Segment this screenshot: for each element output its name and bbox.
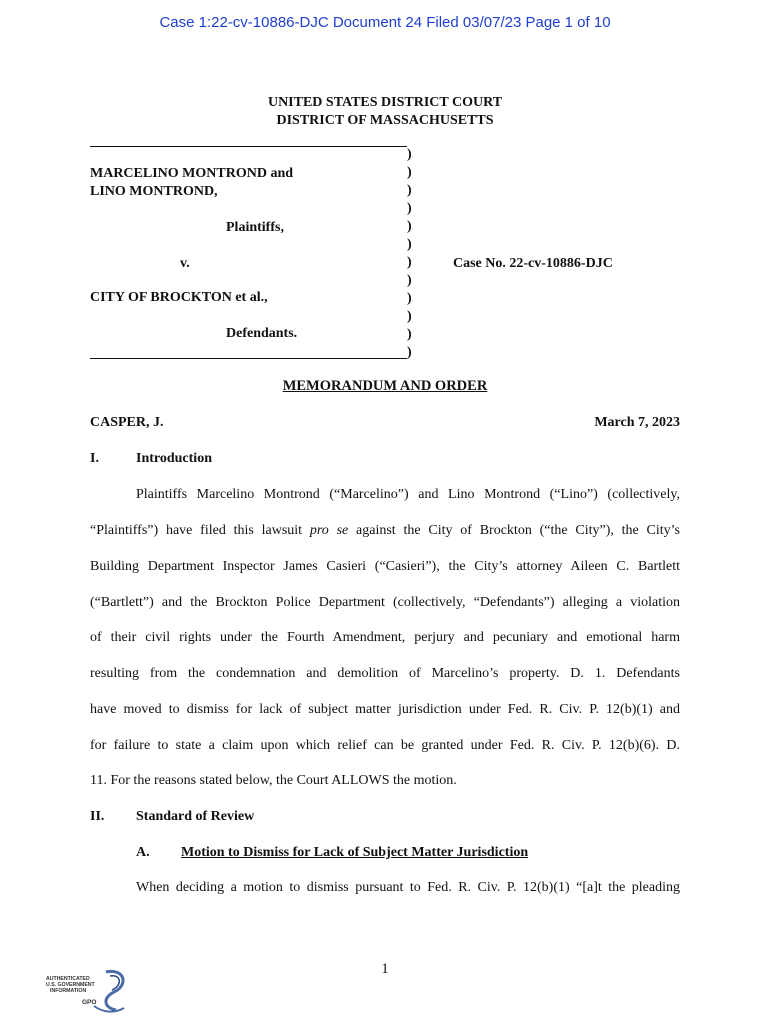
intro-line-8: for failure to state a claim upon which relief can be granted under Fed. R. Civ. P. 12(b)(6). D. — [90, 738, 680, 753]
intro-line-1: Plaintiffs Marcelino Montrond (“Marcelino”) and Lino Montrond (“Lino”) (collectively, — [136, 487, 680, 502]
plaintiff-name-line2: LINO MONTROND, — [90, 184, 218, 199]
court-heading — [0, 94, 770, 130]
subsection-a-number: A. — [136, 845, 150, 860]
defendant-name: CITY OF BROCKTON et al., — [90, 290, 268, 305]
order-date: March 7, 2023 — [594, 415, 680, 430]
defendants-label: Defendants. — [226, 326, 298, 341]
section-2-heading: Standard of Review — [136, 809, 255, 824]
intro-line-3: Building Department Inspector James Casieri (“Casieri”), the City’s attorney Aileen C. Bartlett — [90, 559, 680, 574]
section-1-number: I. — [90, 451, 99, 466]
versus-label: v. — [180, 256, 190, 271]
intro-line-2: “Plaintiffs”) have filed this lawsuit pro se against the City of Brockton (“the City”), the City’s — [90, 523, 681, 538]
svg-text:INFORMATION: INFORMATION — [50, 988, 87, 994]
court-district: DISTRICT OF MASSACHUSETTS — [276, 113, 494, 128]
svg-text:U.S. GOVERNMENT: U.S. GOVERNMENT — [46, 982, 95, 988]
standard-line-1: When deciding a motion to dismiss pursuant to Fed. R. Civ. P. 12(b)(1) “[a]t the pleading — [136, 880, 680, 895]
subsection-a-heading: Motion to Dismiss for Lack of Subject Matter Jurisdiction — [181, 845, 529, 860]
gpo-authenticated-logo — [44, 966, 134, 1016]
intro-line-6: resulting from the condemnation and demolition of Marcelino’s property. D. 1. Defendants — [90, 666, 680, 681]
intro-line-5: of their civil rights under the Fourth Amendment, perjury and pecuniary and emotional harm — [90, 630, 680, 645]
caption-bottom-rule — [90, 358, 407, 359]
svg-text:AUTHENTICATED: AUTHENTICATED — [46, 976, 90, 982]
page-number: 1 — [381, 961, 389, 977]
plaintiffs-label: Plaintiffs, — [226, 220, 284, 235]
intro-line-4: (“Bartlett”) and the Brockton Police Department (collectively, “Defendants”) alleging a violation — [90, 595, 680, 610]
judge-name: CASPER, J. — [90, 415, 164, 430]
caption-parentheses: ) ) ) ) ) ) ) ) ) ) ) ) — [407, 147, 412, 360]
section-2-number: II. — [90, 809, 105, 824]
court-name: UNITED STATES DISTRICT COURT — [267, 95, 503, 110]
svg-text:GPO: GPO — [82, 999, 97, 1006]
caption-top-rule — [90, 146, 407, 147]
plaintiff-name-line1: MARCELINO MONTROND and — [90, 166, 294, 181]
section-1-heading: Introduction — [136, 451, 212, 466]
intro-line-9: 11. For the reasons stated below, the Court ALLOWS the motion. — [90, 773, 457, 788]
document-title: MEMORANDUM AND ORDER — [282, 378, 488, 394]
intro-line-7: have moved to dismiss for lack of subject matter jurisdiction under Fed. R. Civ. P. 12(b)(1) and — [90, 702, 680, 717]
filing-header-stamp: Case 1:22-cv-10886-DJC Document 24 Filed 03/07/23 Page 1 of 10 — [159, 14, 611, 31]
case-number: Case No. 22-cv-10886-DJC — [453, 256, 613, 271]
